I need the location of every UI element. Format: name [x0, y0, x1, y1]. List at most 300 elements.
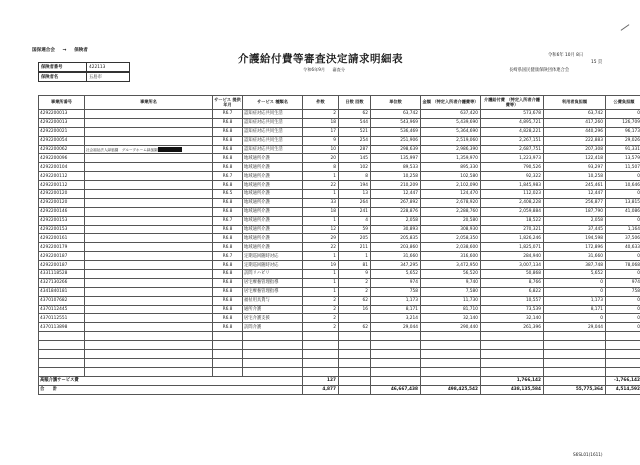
cell-benefit: 73,539 [481, 305, 544, 314]
cell-public: 126,709 [606, 118, 640, 127]
cell-month: R6.8 [213, 261, 243, 270]
cell-month: R6.8 [213, 198, 243, 207]
cell-service: 地域通所介護 [243, 163, 303, 172]
cell-count: 2 [303, 296, 339, 305]
cell-days: 254 [339, 136, 371, 145]
total-units [371, 376, 421, 385]
recipient-arrow: → [62, 48, 67, 53]
cell-user: 5,652 [544, 270, 606, 279]
table-row [39, 252, 640, 261]
cell-units: 205,835 [371, 234, 421, 243]
redaction-block [158, 147, 182, 152]
cell-name [85, 216, 213, 225]
blank-row [39, 350, 640, 359]
table-row [39, 181, 640, 190]
cell-amount: 290,440 [421, 323, 481, 332]
cell-benefit: 1,845,983 [481, 181, 544, 190]
cell-name [85, 314, 213, 323]
cell-user: 194,598 [544, 234, 606, 243]
cell-no: 4292200096 [39, 154, 85, 163]
cell-name [85, 181, 213, 190]
blank-cell [213, 358, 243, 367]
blank-cell [213, 350, 243, 359]
cell-no: 4292200161 [39, 234, 85, 243]
cell-public: 10,646 [606, 181, 640, 190]
blank-cell [421, 350, 481, 359]
total-amount: 498,425,542 [421, 385, 481, 394]
table-row [39, 198, 640, 207]
blank-cell [421, 332, 481, 341]
cell-public: 0 [606, 270, 640, 279]
cell-days: 81 [339, 261, 371, 270]
cell-units: 228,876 [371, 207, 421, 216]
cell-public: 1,164 [606, 225, 640, 234]
cell-month: R6.7 [213, 252, 243, 261]
cell-benefit: 2,059,884 [481, 207, 544, 216]
recipient-to: 保険者 [74, 48, 88, 53]
total-days [339, 385, 371, 394]
cell-days: 8 [339, 172, 371, 181]
blank-cell [213, 332, 243, 341]
cell-name [85, 234, 213, 243]
blank-cell [371, 358, 421, 367]
cell-units: 2,058 [371, 216, 421, 225]
cell-no: 4370107682 [39, 296, 85, 305]
blank-cell [421, 367, 481, 376]
cell-amount: 32,140 [421, 314, 481, 323]
blank-cell [339, 332, 371, 341]
blank-cell [243, 341, 303, 350]
cell-user: 0 [544, 314, 606, 323]
blank-cell [85, 341, 213, 350]
cell-count: 18 [303, 118, 339, 127]
total-units: 46,667,438 [371, 385, 421, 394]
cell-days: 2 [339, 287, 371, 296]
cell-days: 241 [339, 207, 371, 216]
cell-count: 20 [303, 154, 339, 163]
cell-units: 347,295 [371, 261, 421, 270]
blank-cell [606, 358, 640, 367]
cell-days: 59 [339, 225, 371, 234]
cell-count: 29 [303, 234, 339, 243]
form-code: S6SL01(1611) [573, 452, 603, 457]
cell-service: 認知症対応共同生活 [243, 118, 303, 127]
cell-month: R6.8 [213, 181, 243, 190]
cell-name [85, 252, 213, 261]
cell-name [85, 154, 213, 163]
cell-service: 居宅療養管理指導 [243, 278, 303, 287]
blank-cell [303, 332, 339, 341]
cell-benefit: 2,687,751 [481, 145, 544, 154]
table-row [39, 287, 640, 296]
cell-amount: 2,288,760 [421, 207, 481, 216]
table-row [39, 225, 640, 234]
cell-no: 4292200104 [39, 163, 85, 172]
cell-days: 194 [339, 181, 371, 190]
total-user [544, 376, 606, 385]
cell-benefit: 32,140 [481, 314, 544, 323]
cell-benefit: 8,766 [481, 278, 544, 287]
cell-no: 4292200179 [39, 243, 85, 252]
cell-user: 0 [544, 287, 606, 296]
cell-public: 0 [606, 305, 640, 314]
blank-cell [303, 358, 339, 367]
cell-benefit: 92,322 [481, 172, 544, 181]
cell-public: 96,173 [606, 127, 640, 136]
cell-days: 13 [339, 190, 371, 199]
cell-public: 0 [606, 323, 640, 332]
cell-service: 居宅療養管理指導 [243, 287, 303, 296]
cell-amount: 895,330 [421, 163, 481, 172]
blank-cell [39, 332, 85, 341]
blank-cell [243, 350, 303, 359]
blank-cell [243, 332, 303, 341]
cell-count: 1 [303, 278, 339, 287]
cell-no: 4292200013 [39, 110, 85, 119]
blank-cell [371, 350, 421, 359]
cell-service: 定期巡回随時対応 [243, 252, 303, 261]
blank-cell [606, 367, 640, 376]
cell-service: 訪問リハビリ [243, 270, 303, 279]
cell-no: 4370112445 [39, 305, 85, 314]
cell-units: 536,469 [371, 127, 421, 136]
cell-service: 地域通所介護 [243, 172, 303, 181]
col-header: 日数 回数 [339, 96, 371, 110]
table-row [39, 296, 640, 305]
blank-cell [421, 341, 481, 350]
cell-amount: 2,058,350 [421, 234, 481, 243]
cell-count: 1 [303, 190, 339, 199]
cell-units: 251,906 [371, 136, 421, 145]
cell-benefit: 573,678 [481, 110, 544, 119]
cell-count: 12 [303, 225, 339, 234]
cell-benefit: 18,522 [481, 216, 544, 225]
blank-cell [213, 341, 243, 350]
col-header: 介護給付費 （特定入所者介護費等） [481, 96, 544, 110]
cell-days: 544 [339, 118, 371, 127]
cell-public: 91,331 [606, 145, 640, 154]
table-row [39, 216, 640, 225]
cell-service: 地域通所介護 [243, 243, 303, 252]
table-row [39, 172, 640, 181]
cell-month: R6.8 [213, 270, 243, 279]
cell-service: 地域通所介護 [243, 198, 303, 207]
insurer-number-value: 422113 [87, 63, 130, 72]
blank-cell [39, 358, 85, 367]
cell-month: R6.5 [213, 190, 243, 199]
cell-public: 0 [606, 252, 640, 261]
blank-row [39, 358, 640, 367]
total-amount [421, 376, 481, 385]
cell-service: 認知症対応共同生活 [243, 127, 303, 136]
total-benefit: 1,766,142 [481, 376, 544, 385]
cell-count: 33 [303, 198, 339, 207]
cell-count: 1 [303, 270, 339, 279]
cell-units: 31,660 [371, 252, 421, 261]
cell-name [85, 225, 213, 234]
cell-public: 41,086 [606, 207, 640, 216]
cell-benefit: 261,396 [481, 323, 544, 332]
cell-name [85, 145, 213, 154]
cell-benefit: 50,868 [481, 270, 544, 279]
cell-count: 8 [303, 163, 339, 172]
blank-cell [339, 350, 371, 359]
cell-public: 0 [606, 110, 640, 119]
cell-public: 0 [606, 314, 640, 323]
col-header: 単位数 [371, 96, 421, 110]
cell-name [85, 190, 213, 199]
cell-month: R6.8 [213, 305, 243, 314]
cell-user: 63,742 [544, 110, 606, 119]
cell-user: 245,461 [544, 181, 606, 190]
cell-public: 78,068 [606, 261, 640, 270]
insurer-name-label: 保険者名 [39, 73, 87, 82]
cell-service: 認知症対応共同生活 [243, 136, 303, 145]
cell-public: 0 [606, 296, 640, 305]
cell-benefit: 3,007,134 [481, 261, 544, 270]
cell-service: 居宅介護支援 [243, 314, 303, 323]
cell-user: 10,258 [544, 172, 606, 181]
cell-units: 758 [371, 287, 421, 296]
cell-count: 2 [303, 314, 339, 323]
table-row [39, 110, 640, 119]
col-header: 事業所番号 [39, 96, 85, 110]
blank-cell [39, 350, 85, 359]
cell-user: 122,418 [544, 154, 606, 163]
facility-name: 社会福祉法人緑風園 グループホーム緑風園 [86, 147, 158, 152]
cell-days: 9 [339, 270, 371, 279]
cell-month: R6.8 [213, 287, 243, 296]
cell-amount: 20,580 [421, 216, 481, 225]
cell-public: 37,506 [606, 234, 640, 243]
cell-user: 256,877 [544, 198, 606, 207]
cell-service: 地域通所介護 [243, 234, 303, 243]
cell-amount: 2,986,390 [421, 145, 481, 154]
cell-no: 4292200021 [39, 127, 85, 136]
insurer-name-box [38, 72, 130, 82]
cell-month: R6.8 [213, 127, 243, 136]
cell-units: 12,447 [371, 190, 421, 199]
cell-service: 地域通所介護 [243, 225, 303, 234]
blank-cell [85, 350, 213, 359]
cell-service: 地域通所介護 [243, 207, 303, 216]
cell-user: 0 [544, 278, 606, 287]
cell-units: 203,860 [371, 243, 421, 252]
cell-days: 521 [339, 127, 371, 136]
cell-user: 1,173 [544, 296, 606, 305]
cell-amount: 1,359,970 [421, 154, 481, 163]
cell-no: 4327130266 [39, 278, 85, 287]
cell-days: 62 [339, 323, 371, 332]
blank-cell [544, 367, 606, 376]
cell-service: 福祉用具貸与 [243, 296, 303, 305]
cell-month: R6.8 [213, 136, 243, 145]
cell-service: 定期巡回随時対応 [243, 261, 303, 270]
cell-no: 4292200054 [39, 136, 85, 145]
cell-benefit: 10,557 [481, 296, 544, 305]
cell-month: R6.8 [213, 314, 243, 323]
blank-cell [303, 350, 339, 359]
blank-cell [85, 367, 213, 376]
cell-amount: 2,519,060 [421, 136, 481, 145]
issue-date: 令和6年 10月 8日 [548, 53, 584, 58]
cell-name [85, 136, 213, 145]
recipient-line [32, 47, 94, 53]
page-title: 介護給付費等審査決定請求明細表 [238, 53, 403, 65]
cell-units: 974 [371, 278, 421, 287]
cell-public: 0 [606, 172, 640, 181]
col-header: 件数 [303, 96, 339, 110]
cell-count: 10 [303, 145, 339, 154]
cell-units: 8,171 [371, 305, 421, 314]
table-row [39, 261, 640, 270]
cell-days: 4 [339, 216, 371, 225]
cell-public: 974 [606, 278, 640, 287]
cell-amount: 5,439,690 [421, 118, 481, 127]
cell-units: 210,209 [371, 181, 421, 190]
cell-benefit: 112,023 [481, 190, 544, 199]
total-row [39, 385, 640, 394]
cell-name [85, 323, 213, 332]
cell-amount: 9,740 [421, 278, 481, 287]
cell-public: 11,507 [606, 163, 640, 172]
cell-name [85, 127, 213, 136]
col-header: 公費負担額 [606, 96, 640, 110]
cell-month: R6.7 [213, 172, 243, 181]
cell-name [85, 163, 213, 172]
total-days [339, 376, 371, 385]
cell-public: 758 [606, 287, 640, 296]
table-row [39, 314, 640, 323]
cell-count: 2 [303, 323, 339, 332]
total-user: 55,775,364 [544, 385, 606, 394]
blank-row [39, 332, 640, 341]
cell-service: 認知症対応共同生活 [243, 110, 303, 119]
period-label: 令和6年9月 [303, 67, 326, 72]
cell-user: 387,748 [544, 261, 606, 270]
table-row [39, 243, 640, 252]
cell-no: 4292200112 [39, 181, 85, 190]
cell-count: 2 [303, 110, 339, 119]
cell-amount: 2,038,600 [421, 243, 481, 252]
cell-count: 1 [303, 287, 339, 296]
cell-month: R6.8 [213, 278, 243, 287]
blank-cell [39, 341, 85, 350]
blank-cell [606, 350, 640, 359]
blank-cell [481, 341, 544, 350]
table-row [39, 145, 640, 154]
cell-amount: 316,600 [421, 252, 481, 261]
blank-row [39, 367, 640, 376]
cell-no: 4331118528 [39, 270, 85, 279]
blank-cell [85, 358, 213, 367]
table-row [39, 136, 640, 145]
blank-cell [606, 332, 640, 341]
table-row [39, 278, 640, 287]
cell-month: R6.8 [213, 323, 243, 332]
cell-no: 4341840181 [39, 287, 85, 296]
col-header: 金額 （特定入所者介護費等） [421, 96, 481, 110]
cell-name [85, 198, 213, 207]
cell-user: 2,058 [544, 216, 606, 225]
cell-month: R6.8 [213, 234, 243, 243]
blank-cell [39, 367, 85, 376]
blank-cell [371, 332, 421, 341]
cell-public: 29,026 [606, 136, 640, 145]
cell-month: R6.8 [213, 296, 243, 305]
blank-cell [371, 341, 421, 350]
total-label: 高額介護サービス費 [39, 376, 303, 385]
cell-count: 1 [303, 252, 339, 261]
blank-cell [544, 341, 606, 350]
cell-amount: 124,470 [421, 190, 481, 199]
cell-month: R6.7 [213, 216, 243, 225]
cell-user: 222,883 [544, 136, 606, 145]
total-label: 合 計 [39, 385, 303, 394]
blank-cell [544, 332, 606, 341]
period-suffix: 審査分 [332, 67, 346, 72]
cell-no: 4292200187 [39, 261, 85, 270]
blank-cell [544, 350, 606, 359]
cell-units: 29,044 [371, 323, 421, 332]
cell-benefit: 1,826,246 [481, 234, 544, 243]
cell-benefit: 2,267,151 [481, 136, 544, 145]
cell-name [85, 278, 213, 287]
cell-no: 4292200013 [39, 118, 85, 127]
cell-amount: 2,678,920 [421, 198, 481, 207]
cell-amount: 637,420 [421, 110, 481, 119]
cell-amount: 7,580 [421, 287, 481, 296]
issuer-name: 長崎県国民健康保険団体連合会 [509, 68, 570, 73]
table-header-row [39, 96, 640, 110]
cell-units: 30,893 [371, 225, 421, 234]
cell-amount: 2,102,090 [421, 181, 481, 190]
cell-days: 62 [339, 110, 371, 119]
cell-units: 267,892 [371, 198, 421, 207]
cell-no: 4292200146 [39, 207, 85, 216]
cell-no: 4292200062 [39, 145, 85, 154]
cell-amount: 5,364,690 [421, 127, 481, 136]
blank-cell [339, 341, 371, 350]
cell-no: 4292200187 [39, 252, 85, 261]
table-row [39, 163, 640, 172]
cell-service: 訪問介護 [243, 323, 303, 332]
cell-days: 2 [339, 278, 371, 287]
total-count: 127 [303, 376, 339, 385]
cell-amount: 56,520 [421, 270, 481, 279]
cell-days: 62 [339, 296, 371, 305]
table-row [39, 270, 640, 279]
cell-units: 135,997 [371, 154, 421, 163]
cell-days: 211 [339, 243, 371, 252]
cell-name [85, 110, 213, 119]
cell-user: 187,790 [544, 207, 606, 216]
cell-month: R6.8 [213, 154, 243, 163]
cell-benefit: 6,822 [481, 287, 544, 296]
cell-benefit: 284,940 [481, 252, 544, 261]
blank-cell [481, 350, 544, 359]
cell-no: 4292200153 [39, 225, 85, 234]
total-count: 4,877 [303, 385, 339, 394]
table-row [39, 127, 640, 136]
cell-benefit: 4,828,221 [481, 127, 544, 136]
cell-user: 31,660 [544, 252, 606, 261]
cell-service: 地域通所介護 [243, 154, 303, 163]
cell-days [339, 314, 371, 323]
cell-units: 89,533 [371, 163, 421, 172]
cell-count: 17 [303, 127, 339, 136]
cell-name [85, 296, 213, 305]
